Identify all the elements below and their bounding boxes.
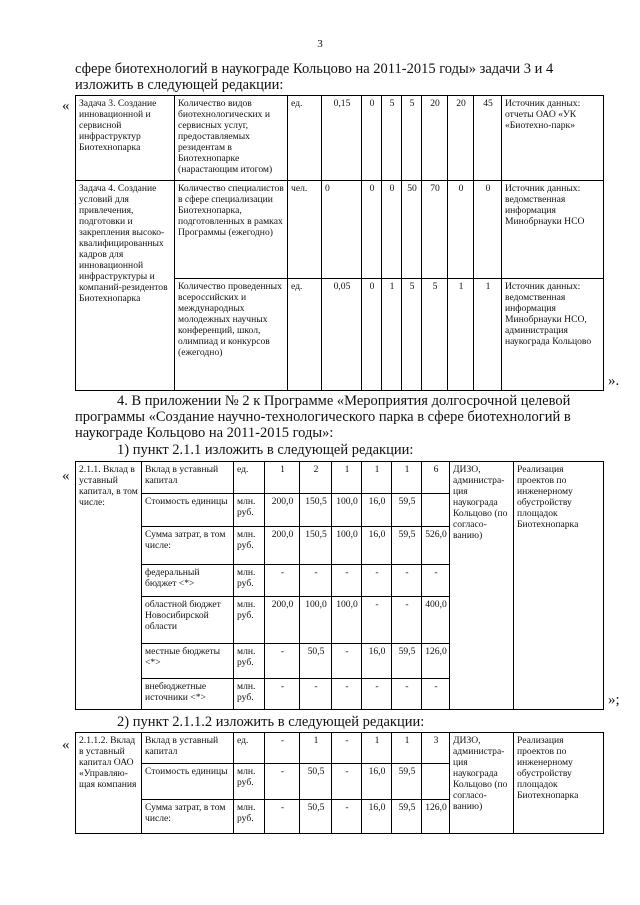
value-cell: 100,0 [332, 494, 362, 527]
table-row [76, 96, 604, 181]
value-cell: 1 [265, 462, 300, 494]
value-cell: 1 [382, 279, 402, 391]
row-name-cell: федеральный бюджет <*> [142, 565, 234, 597]
value-cell: 5 [402, 279, 422, 391]
value-cell: 1 [362, 733, 392, 764]
unit-cell: млн. руб. [234, 597, 265, 644]
row-name-cell: Вклад в уставный капитал [142, 733, 234, 764]
value-cell: 6 [422, 462, 450, 494]
value-cell: 1 [362, 462, 392, 494]
unit-cell: ед. [234, 733, 265, 764]
value-cell: 1 [448, 279, 474, 391]
value-cell: 100,0 [300, 597, 332, 644]
open-quote: « [62, 468, 70, 484]
unit-cell: млн. руб. [234, 527, 265, 565]
unit-cell: ед. [288, 279, 322, 391]
value-cell: 400,0 [422, 597, 450, 644]
row-name-cell: Сумма затрат, в том числе: [142, 800, 234, 834]
executor-cell: ДИЗО, администра-ция наукограда Кольцово (по согласо-ванию) [450, 462, 514, 710]
value-cell: 59,5 [392, 764, 422, 800]
unit-cell: млн. руб. [234, 800, 265, 834]
value-cell [422, 494, 450, 527]
unit-cell: млн. руб. [234, 565, 265, 597]
unit-cell: млн. руб. [234, 644, 265, 679]
value-cell: - [332, 733, 362, 764]
value-cell: 150,5 [300, 527, 332, 565]
value-cell: 1 [474, 279, 502, 391]
intro-line-2: изложить в следующей редакции: [75, 77, 284, 93]
value-cell [422, 764, 450, 800]
value-cell: - [265, 565, 300, 597]
value-cell: 200,0 [265, 494, 300, 527]
section4-line-1 [75, 394, 610, 409]
value-cell: - [362, 597, 392, 644]
indicator-cell: Количество проведенных всероссийских и международных молодежных научных конференций, школ, олимпиад и конкурсов (ежегодно) [175, 279, 288, 391]
value-cell: 0 [362, 181, 382, 279]
value-cell: 1 [392, 462, 422, 494]
unit-cell: ед. [234, 462, 265, 494]
value-cell: 16,0 [362, 764, 392, 800]
value-cell: - [332, 800, 362, 834]
value-cell: - [392, 565, 422, 597]
value-cell: 5 [382, 96, 402, 181]
executor-cell: ДИЗО, администра-ция наукограда Кольцово (по согласо-ванию) [450, 733, 514, 834]
value-cell: 3 [422, 733, 450, 764]
value-cell: - [422, 679, 450, 710]
value-cell: 200,0 [265, 597, 300, 644]
section4-line-3: наукограде Кольцово на 2011-2015 годы»: [75, 425, 334, 441]
item1-heading: 1) пункт 2.1.1 изложить в следующей редакции: [117, 442, 414, 458]
table-row [76, 462, 604, 494]
row-name-cell: Стоимость единицы [142, 764, 234, 800]
unit-cell: ед. [288, 96, 322, 181]
item2-heading: 2) пункт 2.1.1.2 изложить в следующей редакции: [117, 714, 425, 730]
unit-cell: чел. [288, 181, 322, 279]
item-cell: 2.1.1.2. Вклад в уставный капитал ОАО «Управляю-щая компания [76, 733, 142, 834]
value-cell: 50,5 [300, 800, 332, 834]
value-cell: - [265, 764, 300, 800]
source-cell: Источник данных: ведомственная информация Минобрнауки НСО [502, 181, 604, 279]
row-name-cell: Вклад в уставный капитал [142, 462, 234, 494]
value-cell: - [362, 565, 392, 597]
value-cell: 0 [362, 96, 382, 181]
value-cell: - [392, 679, 422, 710]
value-cell: - [332, 764, 362, 800]
value-cell: 1 [300, 733, 332, 764]
value-cell: 100,0 [332, 597, 362, 644]
section4-line-2: программы «Создание научно-технологического парка в сфере биотехнологий в [75, 409, 571, 425]
value-cell: 150,5 [300, 494, 332, 527]
task-cell: Задача 3. Создание инновационной и сервисной инфраструктур Биотехнопарка [76, 96, 175, 181]
value-cell: 20 [448, 96, 474, 181]
value-cell: 59,5 [392, 527, 422, 565]
value-cell: - [265, 800, 300, 834]
targets-table [75, 95, 604, 391]
value-cell: 0 [362, 279, 382, 391]
row-name-cell: Сумма затрат, в том числе: [142, 527, 234, 565]
row-name-cell: внебюджетные источники <*> [142, 679, 234, 710]
value-cell: 16,0 [362, 527, 392, 565]
value-cell: 2 [300, 462, 332, 494]
value-cell: - [265, 679, 300, 710]
close-quote: »; [608, 692, 620, 708]
unit-cell: млн. руб. [234, 494, 265, 527]
unit-cell: млн. руб. [234, 679, 265, 710]
value-cell: 5 [402, 96, 422, 181]
page-number: 3 [317, 38, 323, 50]
value-cell: 59,5 [392, 800, 422, 834]
value-cell: 0,15 [322, 96, 362, 181]
open-quote: « [62, 737, 70, 753]
row-name-cell: Стоимость единицы [142, 494, 234, 527]
value-cell: 16,0 [362, 644, 392, 679]
value-cell: 526,0 [422, 527, 450, 565]
value-cell: - [332, 679, 362, 710]
result-cell: Реализация проектов по инженерному обустройству площадок Биотехнопарка [514, 733, 604, 834]
value-cell: 1 [392, 733, 422, 764]
indicator-cell: Количество специалистов в сфере специализации Биотехнопарка, подготовленных в рамках Программы (ежегодно) [175, 181, 288, 279]
row-name-cell: местные бюджеты <*> [142, 644, 234, 679]
unit-cell: млн. руб. [234, 764, 265, 800]
value-cell: - [422, 565, 450, 597]
value-cell: - [392, 597, 422, 644]
value-cell: 45 [474, 96, 502, 181]
source-cell: Источник данных: ведомственная информация Минобрнауки НСО, администрация наукограда Кольцово [502, 279, 604, 391]
section4-text: 4. В приложении № 2 к Программе «Мероприятия долгосрочной целевой [117, 393, 571, 409]
value-cell: - [300, 565, 332, 597]
value-cell: 5 [422, 279, 448, 391]
value-cell: - [265, 733, 300, 764]
open-quote: « [62, 98, 70, 114]
table-row [76, 181, 604, 279]
value-cell: 1 [332, 462, 362, 494]
result-cell: Реализация проектов по инженерному обустройству площадок Биотехнопарка [514, 462, 604, 710]
value-cell: 16,0 [362, 800, 392, 834]
value-cell: 50,5 [300, 644, 332, 679]
value-cell: 0 [322, 181, 362, 279]
value-cell: - [265, 644, 300, 679]
value-cell: - [332, 644, 362, 679]
value-cell: - [300, 679, 332, 710]
value-cell: 100,0 [332, 527, 362, 565]
value-cell: 200,0 [265, 527, 300, 565]
value-cell: 50 [402, 181, 422, 279]
table-row [76, 733, 604, 764]
value-cell: 16,0 [362, 494, 392, 527]
value-cell: - [332, 565, 362, 597]
measures-table-2-1-1 [75, 461, 604, 710]
value-cell: 20 [422, 96, 448, 181]
value-cell: - [362, 679, 392, 710]
value-cell: 126,0 [422, 644, 450, 679]
source-cell: Источник данных: отчеты ОАО «УК «Биотехно-парк» [502, 96, 604, 181]
value-cell: 70 [422, 181, 448, 279]
row-name-cell: областной бюджет Новосибирской области [142, 597, 234, 644]
measures-table-2-1-1-2 [75, 732, 604, 834]
item-cell: 2.1.1. Вклад в уставный капитал, в том числе: [76, 462, 142, 710]
value-cell: 59,5 [392, 644, 422, 679]
value-cell: 0 [474, 181, 502, 279]
value-cell: 59,5 [392, 494, 422, 527]
value-cell: 0 [382, 181, 402, 279]
indicator-cell: Количество видов биотехнологических и сервисных услуг, предоставляемых резидентам в Биотехнопарке (нарастающим итогом) [175, 96, 288, 181]
value-cell: 50,5 [300, 764, 332, 800]
intro-line-1: сфере биотехнологий в наукограде Кольцово на 2011-2015 годы» задачи 3 и 4 [75, 61, 554, 77]
value-cell: 0 [448, 181, 474, 279]
close-quote: ». [608, 373, 620, 389]
value-cell: 126,0 [422, 800, 450, 834]
value-cell: 0,05 [322, 279, 362, 391]
task-cell: Задача 4. Создание условий для привлечения, подготовки и закрепления высоко-квалифицированных кадров для инновационной инфраструктуры и компаний-резидентов Биотехнопарка [76, 181, 175, 391]
